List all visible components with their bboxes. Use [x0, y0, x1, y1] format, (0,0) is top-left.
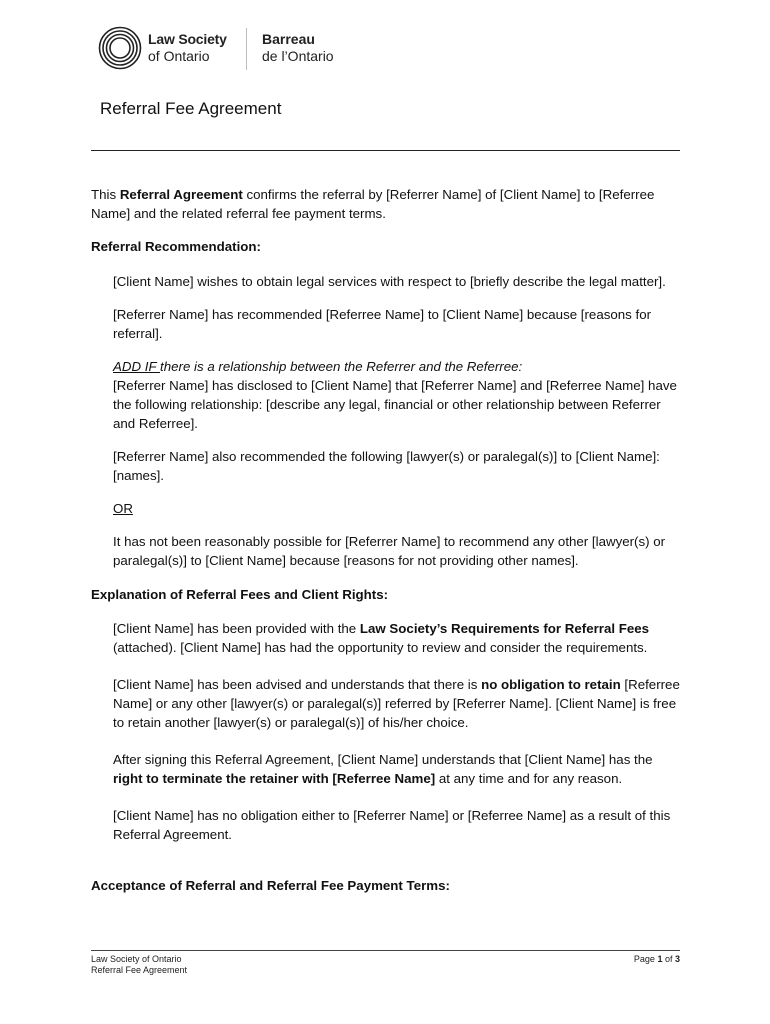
concentric-circles-logo-icon — [98, 26, 142, 70]
page-current: 1 — [657, 954, 663, 964]
logo-divider — [246, 28, 247, 70]
add-if-note — [91, 357, 683, 376]
section-heading-explanation: Explanation of Referral Fees and Client Rights: — [91, 587, 389, 602]
logo-fr-line1: Barreau — [262, 31, 315, 47]
page-prefix: Page — [633, 954, 658, 964]
or-separator: OR — [113, 501, 133, 516]
paragraph-referrer-recommended: [Referrer Name] has recommended [Referree Name] to [Client Name] because [reasons for referral]. — [113, 307, 652, 341]
footer-org: Law Society of Ontario — [91, 954, 182, 964]
p1-bold: Law Society’s Requirements for Referral Fees — [359, 621, 650, 636]
p2-text-a: [Client Name] has been advised and understands that there is — [113, 677, 482, 692]
logo-fr-line2: de l’Ontario — [262, 48, 334, 64]
footer-doc-name: Referral Fee Agreement — [91, 965, 188, 975]
logo-french-text — [262, 31, 334, 65]
intro-text-b: confirms the referral by [Referrer Name] of [Client Name] to [Referree Name] and the related referral fee payment terms. — [91, 187, 655, 221]
paragraph-right-to-terminate — [91, 750, 683, 788]
document-body — [91, 185, 683, 895]
p3-bold: right to terminate the retainer with [Referree Name] — [113, 771, 436, 786]
footer-divider — [91, 950, 680, 951]
title-divider — [91, 150, 680, 151]
paragraph-requirements-provided — [91, 619, 683, 657]
p2-bold: no obligation to retain — [481, 677, 621, 692]
paragraph-other-recommendations: [Referrer Name] also recommended the following [lawyer(s) or paralegal(s)] to [Client Name]: [names]. — [113, 449, 660, 483]
logo-en-line2: of Ontario — [148, 48, 210, 64]
page-total: 3 — [674, 954, 680, 964]
page-of: of — [662, 954, 675, 964]
logo-english-text — [148, 31, 227, 65]
document-title: Referral Fee Agreement — [100, 99, 282, 118]
paragraph-no-obligation — [91, 675, 683, 732]
footer-left — [91, 954, 187, 976]
p3-text-a: After signing this Referral Agreement, [Client Name] understands that [Client Name] has the — [113, 752, 653, 767]
paragraph-client-wishes: [Client Name] wishes to obtain legal services with respect to [briefly describe the legal matter]. — [113, 274, 666, 289]
paragraph-relationship-disclosure: [Referrer Name] has disclosed to [Client Name] that [Referrer Name] and [Referree Name] have the following relationship: [describe any legal, financial or other relationship between Referrer and Referree]. — [113, 378, 677, 431]
intro-paragraph — [91, 185, 683, 223]
intro-bold: Referral Agreement — [119, 187, 243, 202]
p1-text-a: [Client Name] has been provided with the — [113, 621, 360, 636]
p2-text-b: [Referree Name] or any other [lawyer(s) or paralegal(s)] referred by [Referrer Name]. [Client Name] is free to retain another [lawyer(s) or paralegal(s)] of his/her choice. — [113, 677, 680, 730]
intro-text-a: This — [91, 187, 120, 202]
p3-text-b: at any time and for any reason. — [435, 771, 623, 786]
add-if-label: ADD IF — [113, 359, 161, 374]
section-heading-acceptance: Acceptance of Referral and Referral Fee Payment Terms: — [91, 878, 450, 893]
logo-en-line1: Law Society — [148, 31, 227, 47]
paragraph-no-obligation-either: [Client Name] has no obligation either to [Referrer Name] or [Referree Name] as a result of this Referral Agreement. — [113, 808, 671, 842]
paragraph-not-possible: It has not been reasonably possible for [Referrer Name] to recommend any other [lawyer(s) or paralegal(s)] to [Client Name] because [reasons for not providing other names]. — [113, 534, 666, 568]
p1-text-b: (attached). [Client Name] has had the opportunity to review and consider the requirements. — [113, 640, 648, 655]
add-if-rest: there is a relationship between the Referrer and the Referree: — [160, 359, 523, 374]
page-number — [634, 954, 680, 965]
section-heading-referral-recommendation: Referral Recommendation: — [91, 239, 261, 254]
law-society-logo — [98, 26, 358, 72]
